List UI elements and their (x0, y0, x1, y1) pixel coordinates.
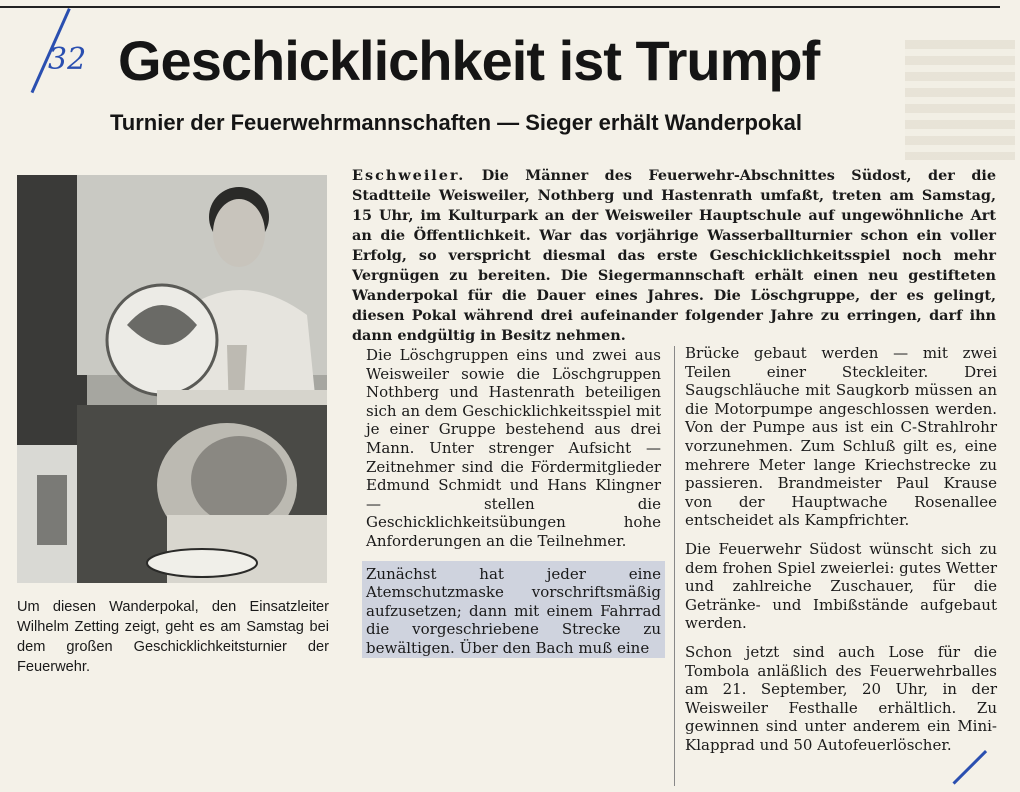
headline: Geschicklichkeit ist Trumpf (118, 29, 820, 92)
lead-text: Die Männer des Feuerwehr-Abschnittes Südost, der die Stadtteile Weisweiler, Nothberg und Hastenrath umfaßt, treten am Samstag, 15 Uhr, im Kulturpark an der Weisweiler Hauptschule auf ungewöhnliche Art an die Öffentlichkeit. War das vorjährige Wasserballturnier schon ein voller Erfolg, so verspricht diesmal das erste Geschicklichkeitsspiel noch mehr Vergnügen zu bereiten. Die Siegermannschaft erhält einen neu gestifteten Wanderpokal für die Dauer eines Jahres. Die Löschgruppe, der es gelingt, diesen Pokal während drei aufeinander folgender Jahre zu erringen, darf ihn dann endgültig in Besitz nehmen. (352, 167, 996, 344)
photo-illustration (17, 175, 327, 583)
paragraph: Brücke gebaut werden — mit zwei Teilen einer Steckleiter. Drei Saugschläuche mit Saugkorb müssen an die Motorpumpe angeschlossen werden. Von der Pumpe aus ist ein C-Strahlrohr vorzunehmen. Zum Schluß gilt es, eine mehrere Meter lange Kriechstrecke zu passieren. Brandmeister Paul Krause von der Hauptwache Rosenallee entscheidet als Kampfrichter. (685, 344, 997, 530)
lead-paragraph (352, 166, 996, 346)
column-1 (366, 346, 661, 668)
handwritten-note: 32 (48, 42, 87, 77)
paragraph: Schon jetzt sind auch Lose für die Tombola anläßlich des Feuerwehrballes am 21. September, 20 Uhr, in der Weisweiler Festhalle erhältlich. Zu gewinnen sind unter anderem ein Mini-Klapprad und 50 Autofeuerlöscher. (685, 642, 997, 754)
paragraph: Die Feuerwehr Südost wünscht sich zu dem frohen Spiel zweierlei: gutes Wetter und zahlreiche Zuschauer, für die Getränke- und Imbißstände aufgebaut werden. (685, 539, 997, 633)
dateline: Eschweiler. (352, 167, 466, 184)
top-rule (0, 6, 1000, 8)
paragraph: Zunächst hat jeder eine Atemschutzmaske vorschriftsmäßig aufzusetzen; dann mit einem Fahrrad die vorgeschriebene Strecke zu bewältigen. Über den Bach muß eine (362, 561, 665, 658)
column-divider (674, 346, 675, 786)
bleed-through-text (905, 40, 1015, 160)
paragraph: Die Löschgruppen eins und zwei aus Weisweiler sowie die Löschgruppen Nothberg und Hastenrath beteiligen sich an dem Geschicklichkeitsspiel mit je einer Gruppe bestehend aus drei Mann. Unter strenger Aufsicht — Zeitnehmer sind die Fördermitglieder Edmund Schmidt und Hans Klingner — stellen die Geschicklichkeitsübungen hohe Anforderungen an die Teilnehmer. (366, 346, 661, 550)
photo (17, 175, 327, 583)
column-2 (685, 344, 997, 764)
photo-caption: Um diesen Wanderpokal, den Einsatzleiter Wilhelm Zetting zeigt, geht es am Samstag bei dem großen Geschicklichkeitsturnier der Feuerwehr. (17, 599, 329, 675)
subheadline: Turnier der Feuerwehrmannschaften — Sieger erhält Wanderpokal (110, 110, 802, 135)
